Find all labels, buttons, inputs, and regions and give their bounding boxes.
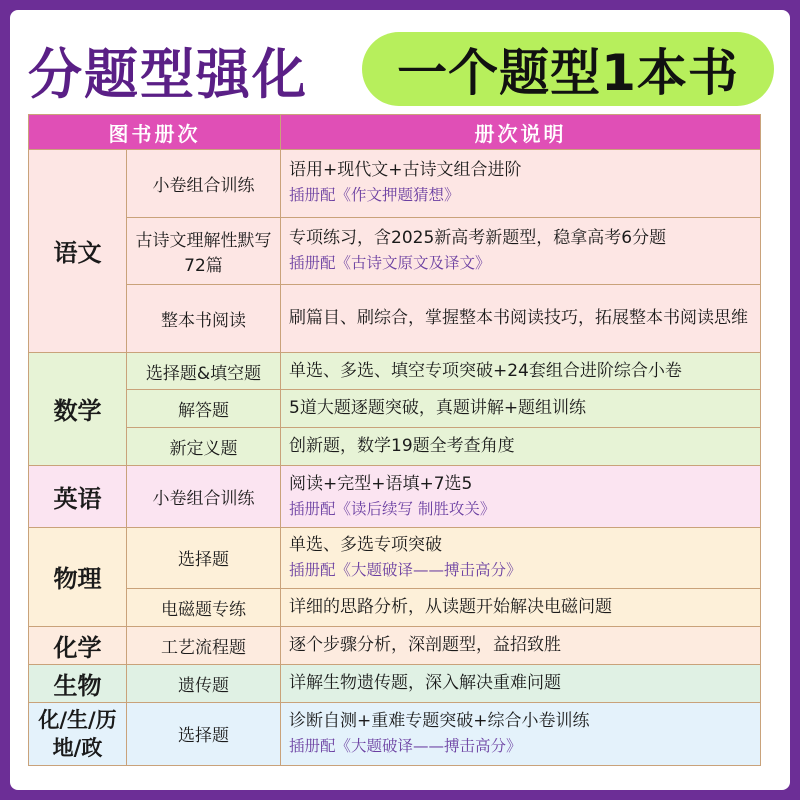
group-wuli (29, 527, 761, 626)
desc-cell: 创新题，数学19题全考查角度 (281, 428, 761, 466)
desc-text: 单选、多选专项突破 (289, 534, 442, 555)
group-other (29, 702, 761, 765)
subject-cell: 化学 (29, 626, 127, 664)
desc-text: 阅读+完型+语填+7选5 (289, 473, 473, 494)
desc-cell: 详细的思路分析，从读题开始解决电磁问题 (281, 588, 761, 626)
desc-cell: 5道大题逐题突破，真题讲解+题组训练 (281, 390, 761, 428)
plug-text: 插册配《古诗文原文及译文》 (289, 253, 491, 272)
table-row (29, 285, 761, 353)
plug-text: 插册配《读后续写 制胜攻关》 (289, 499, 496, 518)
category-cell: 解答题 (127, 390, 281, 428)
group-shuxue (29, 352, 761, 466)
desc-cell (281, 217, 761, 285)
desc-cell: 单选、多选、填空专项突破+24套组合进阶综合小卷 (281, 352, 761, 390)
subtitle-pill: 一个题型1本书 (362, 32, 774, 106)
group-huaxue (29, 626, 761, 664)
desc-cell (281, 466, 761, 527)
plug-text: 插册配《作文押题猜想》 (289, 186, 460, 205)
subject-cell: 化/生/历地/政 (29, 702, 127, 765)
table-row (29, 702, 761, 765)
category-cell: 小卷组合训练 (127, 466, 281, 527)
plug-text: 插册配《大题破译——搏击高分》 (289, 560, 522, 579)
category-cell: 整本书阅读 (127, 285, 281, 353)
table-row (29, 150, 761, 218)
table-row (29, 352, 761, 390)
group-yingyu (29, 466, 761, 527)
category-cell: 新定义题 (127, 428, 281, 466)
desc-cell: 刷篇目、刷综合，掌握整本书阅读技巧，拓展整本书阅读思维 (281, 285, 761, 353)
table-row (29, 527, 761, 588)
category-cell: 选择题 (127, 527, 281, 588)
group-shengwu (29, 664, 761, 702)
table-row (29, 466, 761, 527)
subject-cell: 生物 (29, 664, 127, 702)
category-cell: 选择题 (127, 702, 281, 765)
subject-cell: 语文 (29, 150, 127, 353)
category-cell: 遗传题 (127, 664, 281, 702)
table-row (29, 428, 761, 466)
table-header-row (29, 115, 761, 150)
header (10, 10, 790, 125)
desc-cell (281, 702, 761, 765)
category-cell: 选择题&填空题 (127, 352, 281, 390)
desc-cell: 详解生物遗传题，深入解决重难问题 (281, 664, 761, 702)
desc-cell (281, 150, 761, 218)
subject-cell: 数学 (29, 352, 127, 466)
plug-text: 插册配《大题破译——搏击高分》 (289, 736, 522, 755)
category-cell: 小卷组合训练 (127, 150, 281, 218)
table-row (29, 626, 761, 664)
table-row (29, 588, 761, 626)
desc-cell (281, 527, 761, 588)
table-row (29, 390, 761, 428)
subject-cell: 英语 (29, 466, 127, 527)
desc-cell: 逐个步骤分析，深剖题型，益招致胜 (281, 626, 761, 664)
category-cell: 工艺流程题 (127, 626, 281, 664)
book-table (28, 114, 761, 766)
table-row (29, 217, 761, 285)
main-title: 分题型强化 (28, 42, 308, 106)
header-book-volume: 图书册次 (29, 115, 281, 150)
desc-text: 语用+现代文+古诗文组合进阶 (289, 160, 522, 181)
category-cell: 古诗文理解性默写 72篇 (127, 217, 281, 285)
category-cell: 电磁题专练 (127, 588, 281, 626)
table-row (29, 664, 761, 702)
desc-text: 诊断自测+重难专题突破+综合小卷训练 (289, 710, 590, 731)
header-volume-desc: 册次说明 (281, 115, 761, 150)
desc-text: 专项练习，含2025新高考新题型，稳拿高考6分题 (289, 227, 667, 248)
subject-cell: 物理 (29, 527, 127, 626)
group-yuwen (29, 150, 761, 353)
